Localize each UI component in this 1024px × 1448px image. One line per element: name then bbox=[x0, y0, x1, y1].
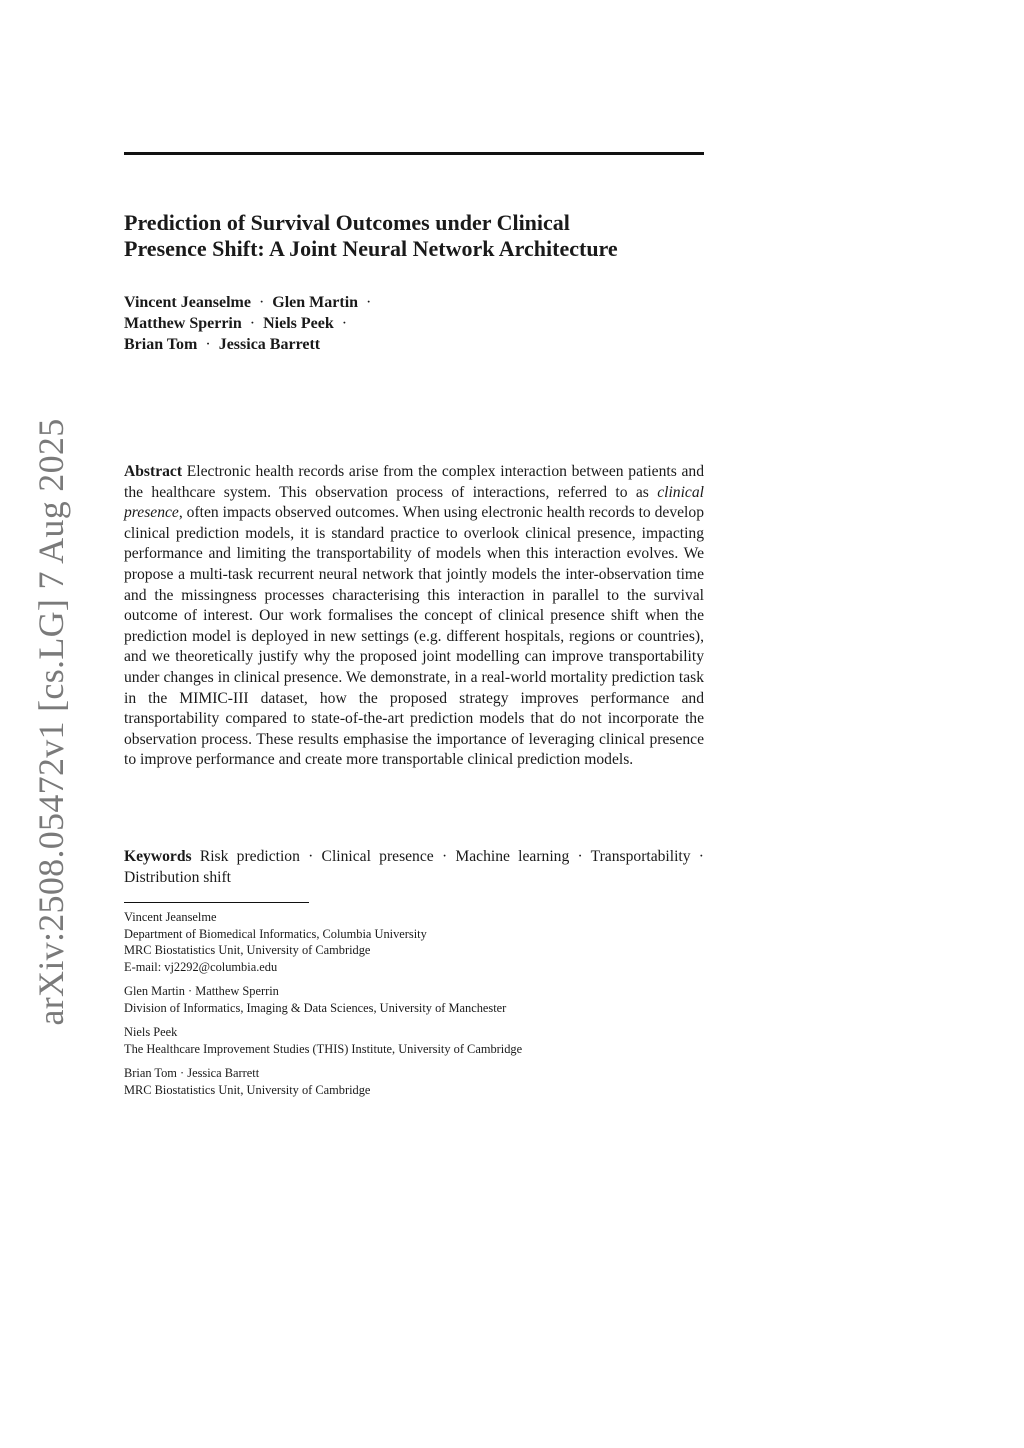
affiliation-names: Glen Martin · Matthew Sperrin bbox=[124, 984, 279, 998]
arxiv-identifier-stamp: arXiv:2508.05472v1 [cs.LG] 7 Aug 2025 bbox=[31, 418, 71, 1026]
author-separator: · bbox=[366, 294, 372, 311]
author-separator: · bbox=[258, 294, 265, 311]
author-separator: · bbox=[249, 315, 256, 332]
footnote-rule bbox=[124, 902, 309, 903]
keywords bbox=[124, 847, 704, 888]
keywords-label: Keywords bbox=[124, 848, 192, 865]
keywords-text: Risk prediction · Clinical presence · Machine learning · Transportability · Distribution shift bbox=[124, 848, 704, 886]
affiliation-line: MRC Biostatistics Unit, University of Cambridge bbox=[124, 1082, 371, 1097]
affiliation-names: Niels Peek bbox=[124, 1025, 178, 1039]
abstract-text-start: Electronic health records arise from the complex interaction between patients and the healthcare system. This observation process of interactions, referred to as bbox=[124, 463, 704, 501]
paper-title bbox=[124, 210, 724, 262]
abstract-label: Abstract bbox=[124, 463, 183, 480]
affiliation-line: The Healthcare Improvement Studies (THIS) Institute, University of Cambridge bbox=[124, 1041, 523, 1056]
author-line-2 bbox=[124, 313, 379, 334]
affiliation-block bbox=[124, 909, 427, 975]
author-list bbox=[124, 292, 379, 355]
affiliation-line: Division of Informatics, Imaging & Data Sciences, University of Manchester bbox=[124, 1000, 507, 1015]
top-rule bbox=[124, 152, 704, 155]
title-line-2: Presence Shift: A Joint Neural Network Architecture bbox=[124, 236, 618, 261]
affiliation-block bbox=[124, 983, 506, 1016]
author-line-3 bbox=[124, 334, 379, 355]
affiliation-line: Department of Biomedical Informatics, Columbia University bbox=[124, 926, 427, 941]
affiliation-names: Vincent Jeanselme bbox=[124, 910, 217, 924]
author-name: Brian Tom bbox=[124, 336, 198, 353]
author-name: Niels Peek bbox=[263, 315, 334, 332]
affiliation-block bbox=[124, 1024, 522, 1057]
affiliation-names: Brian Tom · Jessica Barrett bbox=[124, 1066, 260, 1080]
author-name: Vincent Jeanselme bbox=[124, 294, 251, 311]
author-separator: · bbox=[205, 336, 211, 353]
author-separator: · bbox=[341, 315, 348, 332]
title-line-1: Prediction of Survival Outcomes under Clinical bbox=[124, 210, 570, 235]
affiliation-line: MRC Biostatistics Unit, University of Cambridge bbox=[124, 943, 371, 957]
author-name: Glen Martin bbox=[272, 294, 359, 311]
abstract-text-end: , often impacts observed outcomes. When using electronic health records to develop clinical prediction models, it is standard practice to overlook clinical presence, impacting performance and limiting the transportability of models when this interaction evolves. We propose a multi-task recurrent neural network that jointly models the inter-observation time and the missingness processes characterising this interaction in parallel to the survival outcome of interest. Our work formalises the concept of clinical presence shift when the prediction model is deployed in new settings (e.g. different hospitals, regions or countries), and we theoretically justify why the proposed joint modelling can improve transportability under changes in clinical presence. We demonstrate, in a real-world mortality prediction task in the MIMIC-III dataset, how the proposed strategy improves performance and transportability compared to state-of-the-art prediction models that do not incorporate the observation process. These results emphasise the importance of leveraging clinical presence to improve performance and create more transportable clinical prediction models. bbox=[124, 504, 704, 769]
abstract-emphasis: clinical presence bbox=[124, 483, 704, 522]
author-line-1 bbox=[124, 292, 379, 313]
abstract bbox=[124, 462, 704, 771]
affiliation-block bbox=[124, 1065, 370, 1098]
author-name: Jessica Barrett bbox=[218, 336, 321, 353]
author-name: Matthew Sperrin bbox=[124, 315, 242, 332]
affiliation-email: E-mail: vj2292@columbia.edu bbox=[124, 959, 278, 974]
